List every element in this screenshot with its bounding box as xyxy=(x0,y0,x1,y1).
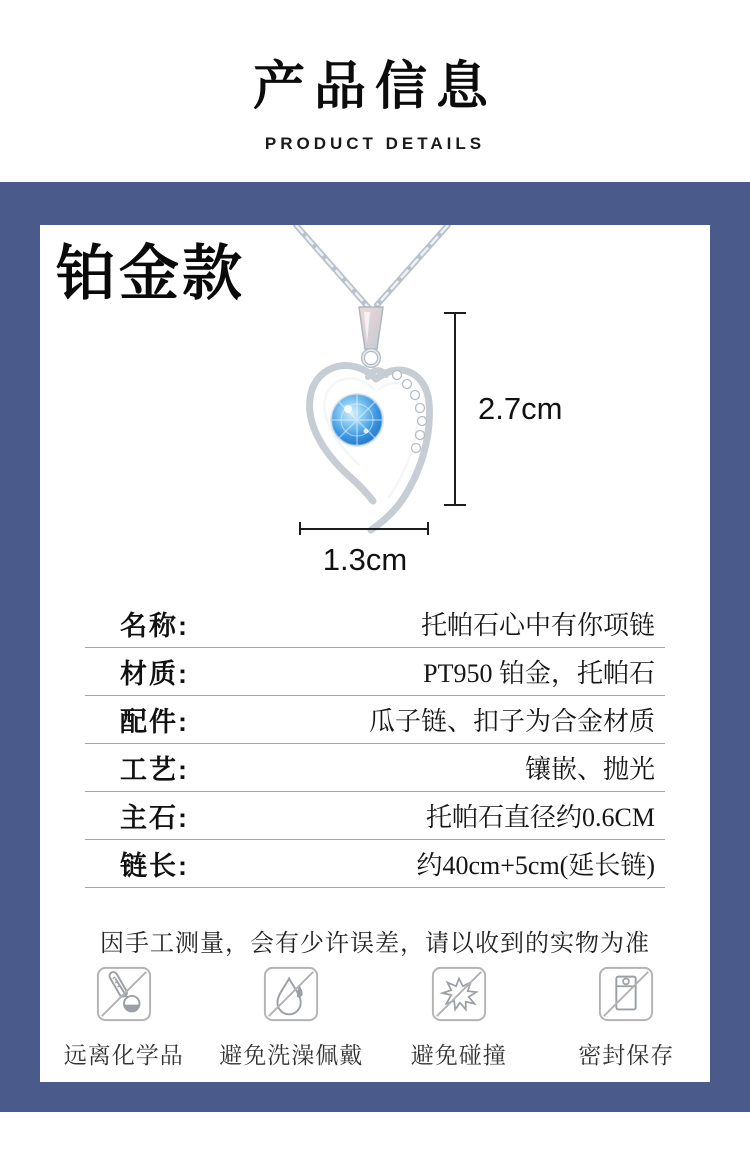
page-subtitle: PRODUCT DETAILS xyxy=(264,134,486,153)
table-row xyxy=(85,792,665,840)
width-measure-line xyxy=(300,522,428,535)
spec-value: 托帕石直径约0.6CM xyxy=(426,803,655,832)
care-item-chemicals xyxy=(40,965,208,1070)
pendant-bail xyxy=(359,307,383,366)
care-item-bathing xyxy=(208,965,376,1070)
page-title: 产品信息 xyxy=(252,58,497,116)
table-row xyxy=(85,696,665,744)
table-row xyxy=(85,744,665,792)
pendant-image xyxy=(280,225,600,535)
care-label: 密封保存 xyxy=(578,1042,675,1068)
necklace-chain xyxy=(296,225,448,307)
care-icons-row xyxy=(40,965,710,1070)
page-header xyxy=(0,0,750,182)
spec-value: 托帕石心中有你项链 xyxy=(420,611,655,640)
spec-label: 名称: xyxy=(120,611,189,641)
pendant-height-label: 2.7cm xyxy=(478,391,563,426)
spec-label: 配件: xyxy=(120,707,189,737)
spec-value: PT950 铂金，托帕石 xyxy=(423,659,655,688)
no-chemicals-icon xyxy=(95,965,153,1023)
spec-value: 瓜子链、扣子为合金材质 xyxy=(368,707,655,736)
blue-gem xyxy=(330,393,384,447)
table-row xyxy=(85,600,665,648)
sealed-storage-icon xyxy=(597,965,655,1023)
spec-label: 工艺: xyxy=(120,755,189,785)
navy-background xyxy=(0,182,750,1112)
spec-label: 链长: xyxy=(120,851,189,881)
spec-table xyxy=(85,600,665,888)
care-item-impact xyxy=(375,965,543,1070)
product-card xyxy=(40,225,710,1082)
variant-title: 铂金款 xyxy=(56,240,245,307)
no-bathing-icon xyxy=(262,965,320,1023)
height-measure-line xyxy=(444,313,466,505)
care-label: 避免碰撞 xyxy=(410,1042,507,1068)
care-label: 远离化学品 xyxy=(63,1042,184,1068)
pendant-width-label: 1.3cm xyxy=(322,542,408,577)
care-item-sealed xyxy=(543,965,711,1070)
care-label: 避免洗澡佩戴 xyxy=(219,1042,364,1068)
measurement-note: 因手工测量，会有少许误差，请以收到的实物为准 xyxy=(100,930,650,957)
spec-value: 约40cm+5cm(延长链) xyxy=(416,851,655,880)
table-row xyxy=(85,840,665,888)
spec-label: 材质: xyxy=(120,659,189,689)
table-row xyxy=(85,648,665,696)
spec-value: 镶嵌、抛光 xyxy=(524,755,655,784)
no-impact-icon xyxy=(430,965,488,1023)
footer-whitespace xyxy=(0,1112,750,1172)
spec-label: 主石: xyxy=(120,803,189,833)
